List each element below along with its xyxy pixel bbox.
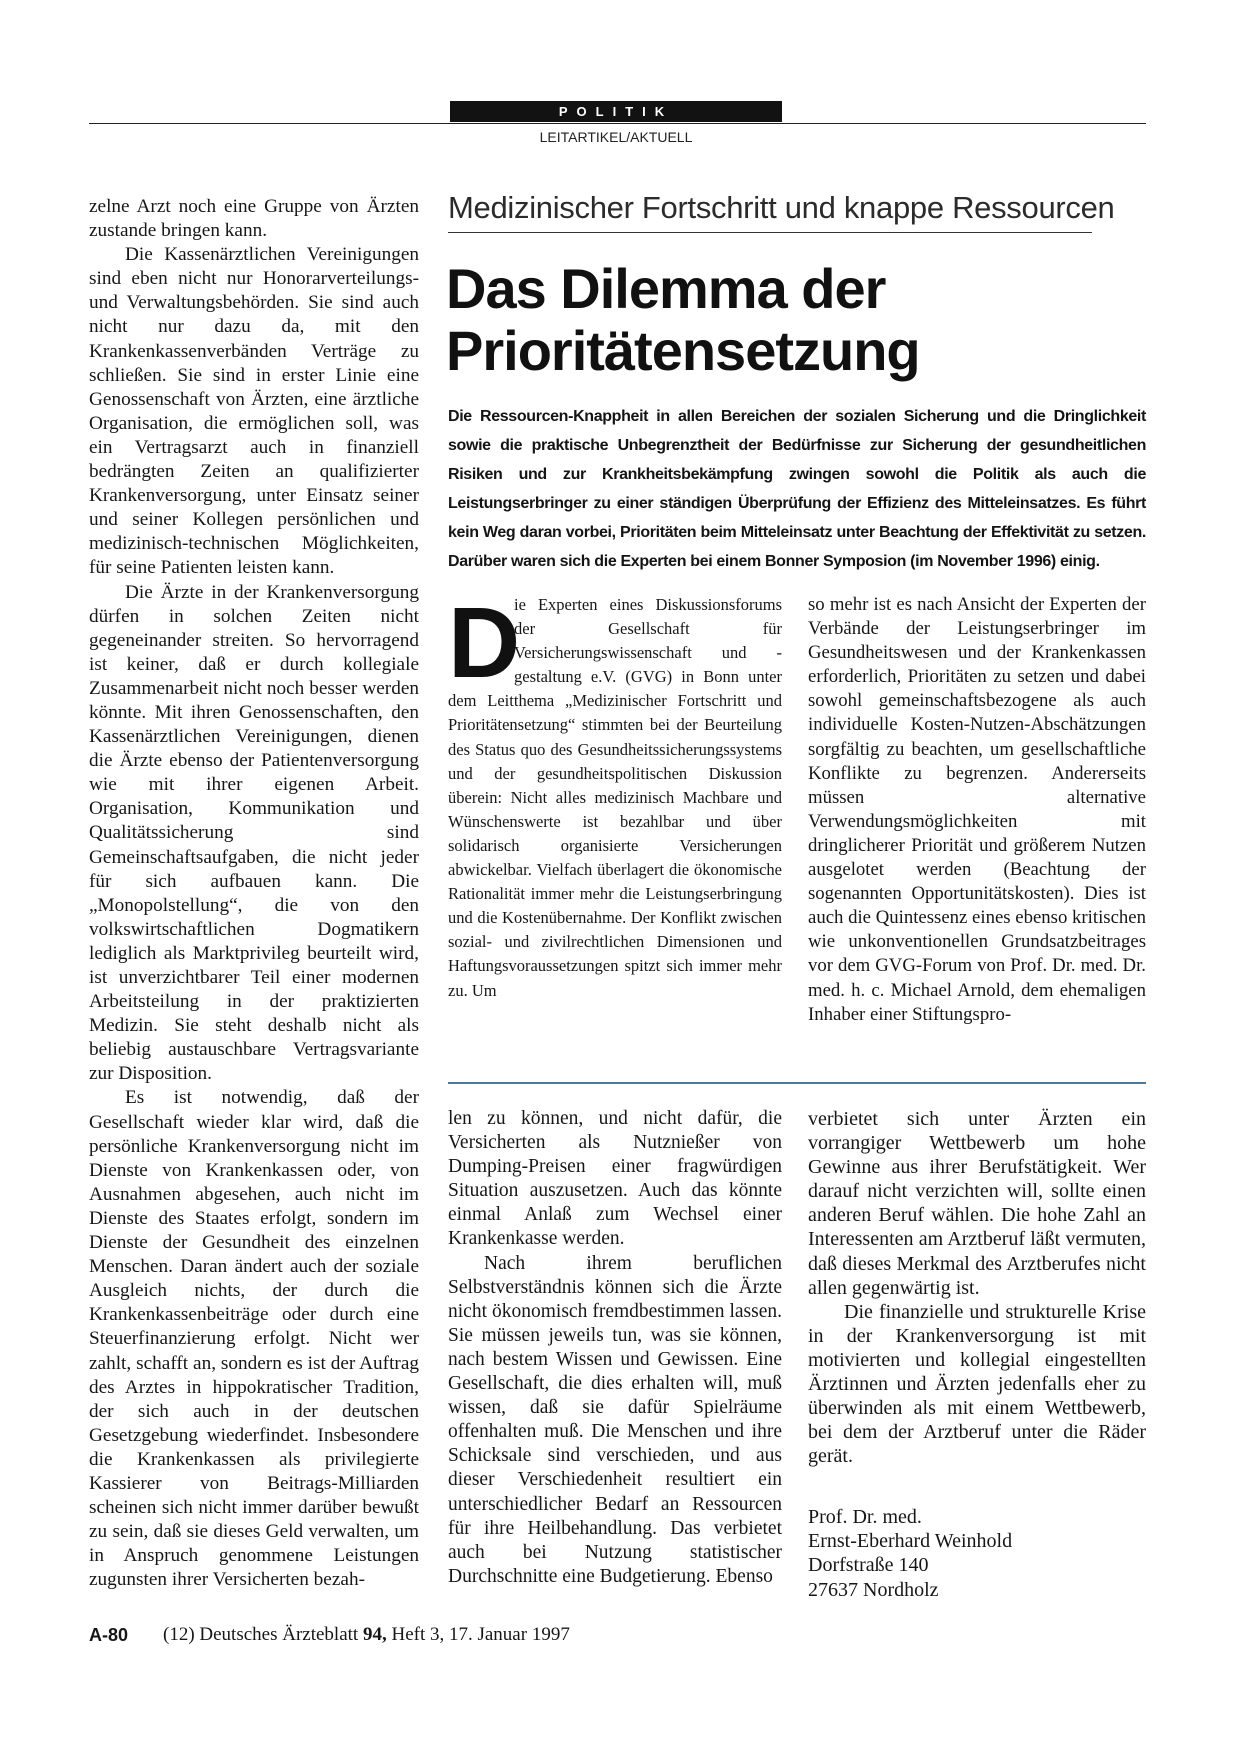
- paragraph: Es ist notwendig, daß der Gesellschaft wieder klar wird, daß die persönliche Krankenversorgung nicht im Dienste von Krankenkassen oder, von Ausnahmen abgesehen, auch nicht im Dienste des Staates erfolgt, sondern im Dienste der Gesundheit des einzelnen Menschen. Daran ändert auch der soziale Ausgleich nichts, der durch die Krankenkassenbeiträge oder durch eine Steuerfinanzierung erfolgt. Nicht wer zahlt, schafft an, sondern es ist der Auftrag des Arztes in hippokratischer Tradition, der sich auch in der deutschen Gesetzgebung wiederfindet. Insbesondere die Krankenkassen als privilegierte Kassierer von Beitrags-Milliarden scheinen sich nicht immer darüber bewußt zu sein, daß sie dieses Geld verwalten, um in Anspruch genommene Leistungen zugunsten ihrer Versicherten bezah-: [89, 1087, 419, 1591]
- signature-line: 27637 Nordholz: [808, 1578, 939, 1601]
- paragraph: so mehr ist es nach Ansicht der Experten der Verbände der Leistungserbringer im Gesundheitswesen und der Krankenkassen erforderlich, Prioritäten zu setzen und dabei sowohl gemeinschaftsbezogene als auch individuelle Kosten-Nutzen-Abschätzungen sorgfältig zu beachten, um gesellschaftliche Konflikte zu begrenzen. Andererseits müssen alternative Verwendungsmöglichkeiten mit dringlicherer Priorität und größerem Nutzen ausgelotet werden (Beachtung der sogenannten Opportunitätskosten). Dies ist auch die Quintessenz eines ebenso kritischen wie unkonventionellen Grundsatzbeitrages vor dem GVG-Forum von Prof. Dr. med. Dr. med. h. c. Michael Arnold, dem ehemaligen Inhaber einer Stiftungspro-: [808, 594, 1146, 1025]
- paragraph: zelne Arzt noch eine Gruppe von Ärzten zustande bringen kann.: [89, 196, 419, 242]
- section-divider: [448, 1082, 1146, 1084]
- paragraph: Die finanzielle und strukturelle Krise in der Krankenversorgung ist mit motivierten und kollegial eingestellten Ärztinnen und Ärzten jedenfalls eher zu überwinden als mit einem Wettbewerb, bei dem der Arztberuf unter die Räder gerät.: [808, 1300, 1146, 1468]
- signature-line: Dorfstraße 140: [808, 1554, 929, 1577]
- article-lead: Die Ressourcen-Knappheit in allen Bereichen der sozialen Sicherung und die Dringlichkeit sowie die praktische Unbegrenztheit der Bedürfnisse zur Sicherung der gesundheitlichen Risiken und zur Krankheitsbekämpfung zwingen sowohl die Politik als auch die Leistungserbringer zu einer ständigen Überprüfung der Effizienz des Mitteleinsatzes. Es führt kein Weg daran vorbei, Prioritäten beim Mitteleinsatz unter Beachtung der Effektivität zu setzen. Darüber waren sich die Experten bei einem Bonner Symposion (im November 1996) einig.: [448, 408, 1146, 570]
- signature-line: Ernst-Eberhard Weinhold: [808, 1530, 1013, 1553]
- headline-line: Prioritätensetzung: [446, 319, 920, 382]
- drop-cap: D: [448, 587, 521, 699]
- journal-citation: [163, 1624, 570, 1646]
- subsection-label: LEITARTIKEL/AKTUELL: [539, 129, 693, 145]
- kicker-rule: [448, 232, 1092, 233]
- dropcap-spacer: [448, 587, 521, 699]
- paragraph: ie Experten eines Diskussionsforums der Gesellschaft für Versicherungswissenschaft und -gestaltung e.V. (GVG) in Bonn unter dem Leitthema „Medizinischer Fortschritt und Prioritätensetzung“ stimmten bei der Beurteilung des Status quo des Gesundheitssicherungssystems und der gesundheitspolitischen Diskussion überein: Nicht alles medizinisch Machbare und Wünschenswerte ist bezahlbar und über solidarisch organisierte Versicherungen abwickelbar. Vielfach überlagert die ökonomische Rationalität immer mehr die Leistungserbringung und die Kostenübernahme. Der Konflikt zwischen sozial- und zivilrechtlichen Dimensionen und Haftungsvoraussetzungen spitzt sich immer mehr zu. Um: [448, 595, 782, 1000]
- middle-column-top: [448, 587, 782, 1003]
- section-label: POLITIK: [450, 101, 782, 122]
- header-rule: [89, 123, 1146, 124]
- paragraph: Nach ihrem beruflichen Selbstverständnis können sich die Ärzte nicht ökonomisch fremdbestimmen lassen. Sie müssen jeweils tun, was sie können, nach bestem Wissen und Gewissen. Eine Gesellschaft, die dies erhalten will, muß wissen, daß sie dafür Spielräume offenhalten muß. Die Menschen und ihre Schicksale sind verschieden, und aus dieser Verschiedenheit resultiert ein unterschiedlicher Bedarf an Ressourcen für ihre Heilbehandlung. Das verbietet auch bei Nutzung statistischer Durchschnitte eine Budgetierung. Ebenso: [448, 1252, 782, 1587]
- middle-column-bottom: [448, 1107, 782, 1589]
- left-column: [89, 195, 419, 1592]
- citation-volume: 94,: [362, 1624, 387, 1645]
- citation-issue: Heft 3, 17. Januar 1997: [391, 1624, 570, 1645]
- author-signature: [808, 1505, 1146, 1602]
- right-column-bottom: [808, 1107, 1146, 1468]
- paragraph: len zu können, und nicht dafür, die Versicherten als Nutznießer von Dumping-Preisen einer fragwürdigen Situation auszusetzen. Auch das könnte einmal Anlaß zum Wechsel einer Krankenkasse werden.: [448, 1108, 782, 1250]
- paragraph: Die Ärzte in der Krankenversorgung dürfen in solchen Zeiten nicht gegeneinander streiten. So hervorragend ist keiner, daß er durch kollegiale Zusammenarbeit nicht noch besser werden könnte. Mit ihren Genossenschaften, den Kassenärztlichen Vereinigungen, dienen die Ärzte ebenso der Patientenversorgung wie mit ihrer eigenen Arbeit. Organisation, Kommunikation und Qualitätssicherung sind Gemeinschaftsaufgaben, die nicht jeder für sich aufbauen kann. Die „Monopolstellung“, die von den volkswirtschaftlichen Dogmatikern lediglich als Marktprivileg beurteilt wird, ist unverzichtbarer Teil einer modernen Arbeitsteilung in der praktizierten Medizin. Sie steht deshalb nicht als beliebig austauschbare Vertragsvariante zur Disposition.: [89, 581, 419, 1085]
- article-headline: [446, 258, 1146, 382]
- page-number: A-80: [89, 1625, 129, 1645]
- right-column-top: [808, 593, 1146, 1027]
- paragraph: Die Kassenärztlichen Vereinigungen sind eben nicht nur Honorarverteilungs- und Verwaltungsbehörden. Sie sind auch nicht nur dazu da, mit den Krankenkassenverbänden Verträge zu schließen. Sie sind in erster Linie eine Genossenschaft von Ärzten, eine ärztliche Organisation, die ermöglichen soll, was ein Vertragsarzt auch in finanziell bedrängten Zeiten an qualifizierter Krankenversorgung, unter Einsatz seiner und seiner Kollegen persönlichen und medizinisch-technischen Möglichkeiten, für seine Patienten leisten kann.: [89, 244, 419, 579]
- signature-line: Prof. Dr. med.: [808, 1506, 922, 1528]
- article-kicker: Medizinischer Fortschritt und knappe Ressourcen: [448, 190, 1115, 225]
- paragraph: verbietet sich unter Ärzten ein vorrangiger Wettbewerb um hohe Gewinne aus ihrer Berufstätigkeit. Wer darauf nicht verzichten will, sollte einen anderen Beruf wählen. Die hohe Zahl an Interessenten am Arztberuf läßt vermuten, daß dieses Merkmal des Arztberufes nicht allen gegenwärtig ist.: [808, 1108, 1146, 1299]
- citation-journal: (12) Deutsches Ärzteblatt: [163, 1624, 359, 1645]
- headline-line: Das Dilemma der: [446, 257, 886, 320]
